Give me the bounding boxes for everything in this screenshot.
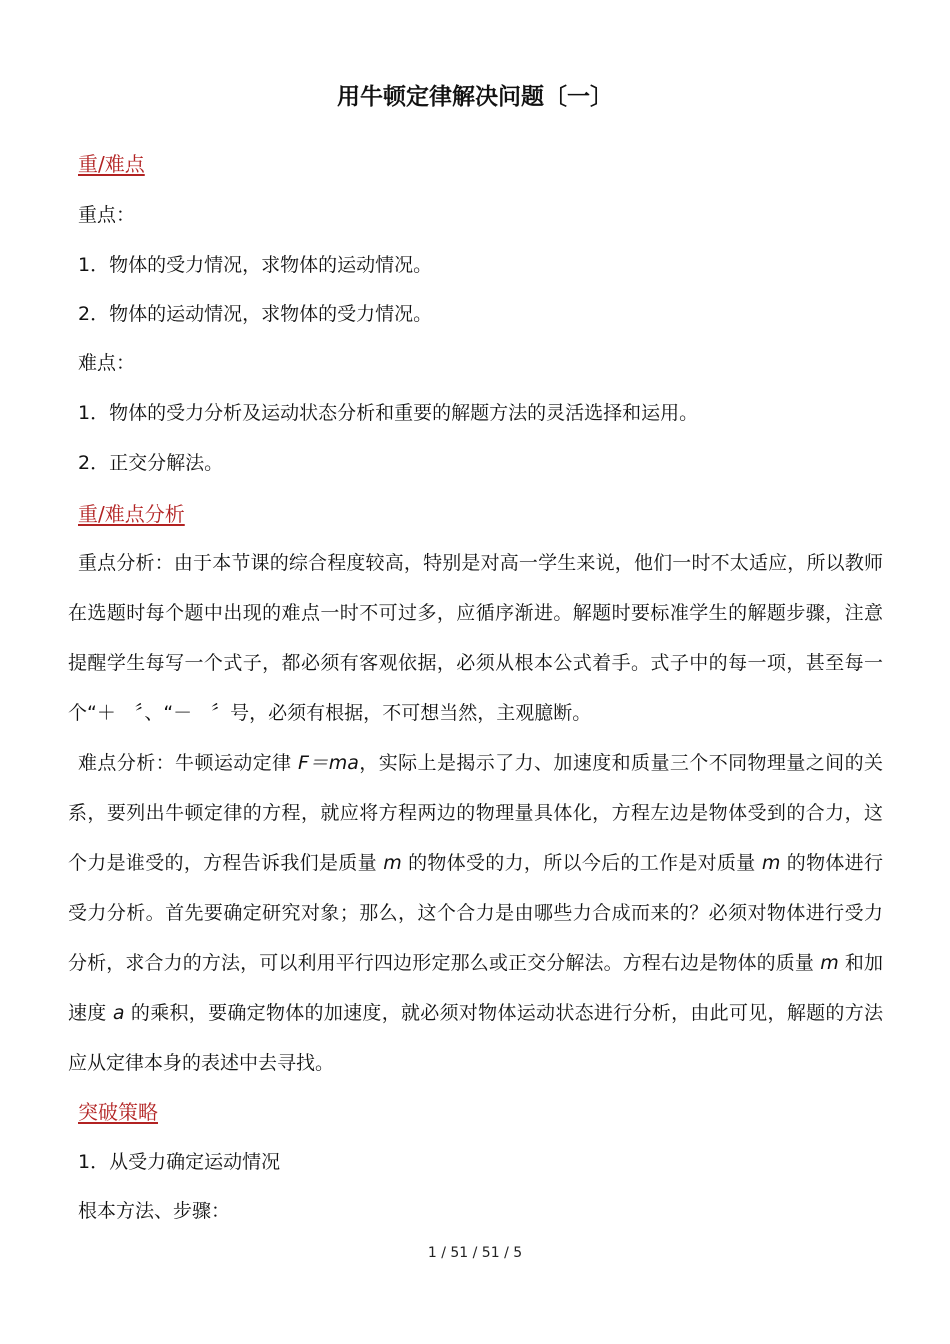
difficulty-analysis-paragraph [68,738,883,1088]
variable-m: m [383,852,402,874]
variable-m: m [761,852,781,874]
section-heading-key-difficult-points: 重/难点 [78,152,145,176]
key-point-item-1: 1．物体的受力情况，求物体的运动情况。 [78,254,433,276]
section-heading-analysis: 重/难点分析 [78,502,185,526]
difficulty-analysis-text-1: 难点分析：牛顿运动定律 [78,752,298,774]
difficulty-analysis-text-2: ，实际上是揭示了力、加速度和质量三个不同物理量之间的关系，要列出牛顿定律的方程，就应将方程两边的物理量具体化，方程左边是物体受到的合力，这个力是谁受的，方程告诉我们是质量 [68,752,883,874]
key-point-item-2: 2．物体的运动情况，求物体的受力情况。 [78,303,433,325]
formula-f-equals-ma: F＝ma [297,752,359,774]
variable-m: m [820,952,839,974]
difficulty-analysis-text-3: 的物体受的力，所以今后的工作是对质量 [401,852,762,874]
difficult-point-item-1: 1．物体的受力分析及运动状态分析和重要的解题方法的灵活选择和运用。 [78,402,699,424]
key-points-label: 重点： [78,204,136,226]
methods-steps-label: 根本方法、步骤： [78,1200,231,1222]
key-analysis-paragraph: 重点分析：由于本节课的综合程度较高，特别是对高一学生来说，他们一时不太适应，所以教师在选题时每个题中出现的难点一时不可过多，应循序渐进。解题时要标准学生的解题步骤，注意提醒学生每写一个式子，都必须有客观依据，必须从根本公式着手。式子中的每一项，甚至每一个“＋ 〞、“－ 〞号，必须有根据，不可想当然，主观臆断。 [68,552,883,724]
difficult-point-item-2: 2．正交分解法。 [78,452,224,474]
difficulty-analysis-text-6: 的乘积，要确定物体的加速度，就必须对物体运动状态进行分析，由此可见，解题的方法应从定律本身的表述中去寻找。 [68,1002,883,1074]
difficulty-analysis-text-4: 的物体进行受力分析。首先要确定研究对象；那么，这个合力是由哪些力合成而来的？必须对物体进行受力分析，求合力的方法，可以利用平行四边形定那么或正交分解法。方程右边是物体的质量 [68,852,883,974]
difficult-points-label: 难点： [78,352,136,374]
difficulty-analysis-text-5: 和加速度 [68,952,883,1024]
variable-a: a [112,1002,125,1024]
strategy-item-1: 1．从受力确定运动情况 [78,1151,281,1173]
document-title: 用牛顿定律解决问题〔一〕 [337,84,613,110]
section-heading-strategy: 突破策略 [78,1100,158,1124]
page-number-footer: 1 / 51 / 51 / 5 [427,1245,523,1261]
